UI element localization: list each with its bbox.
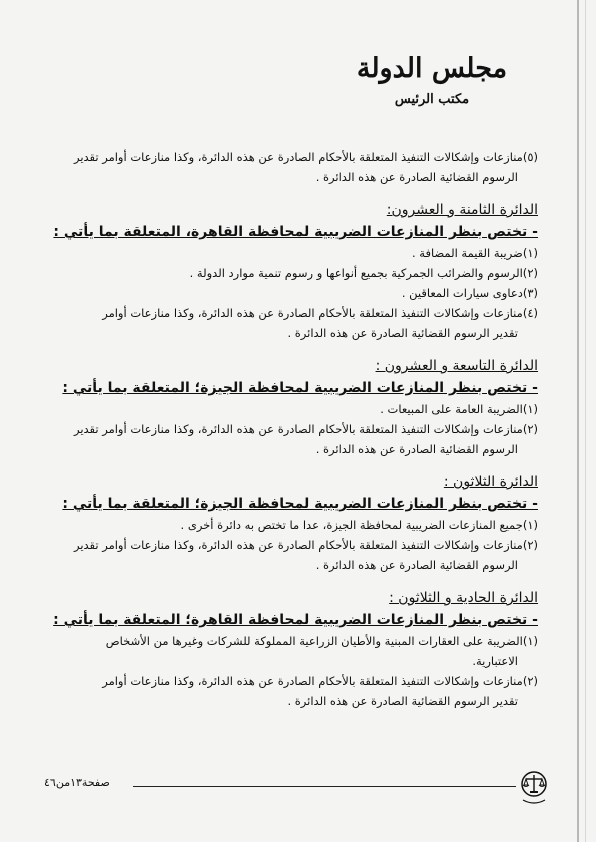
circuit-29-scope: - تختص بنظر المنازعات الضريبية لمحافظة الجيزة؛ المتعلقة بما يأتي : (62, 380, 538, 396)
circuit-28-item-2: (٢)الرسوم والضرائب الجمركية بجميع أنواعها و رسوم تنمية موارد الدولة . (189, 266, 538, 280)
circuit-30-item-2: (٢)منازعات وإشكالات التنفيذ المتعلقة بالأحكام الصادرة عن هذه الدائرة، وكذا منازعات أوامر تقدير (73, 538, 538, 552)
margin-line (577, 0, 579, 842)
footer-rule (133, 786, 516, 787)
margin-line-secondary (585, 0, 586, 842)
circuit-29-item-1: (١)الضريبة العامة على المبيعات . (380, 402, 538, 416)
intro-line: (٥)منازعات وإشكالات التنفيذ المتعلقة بالأحكام الصادرة عن هذه الدائرة، وكذا منازعات أوامر تقدير (73, 150, 538, 164)
circuit-31-item-2-continued: تقدير الرسوم القضائية الصادرة عن هذه الدائرة . (287, 694, 518, 708)
circuit-28-heading: الدائرة الثامنة و العشرون: (386, 202, 538, 218)
circuit-30-item-1: (١)جميع المنازعات الضريبية لمحافظة الجيزة، عدا ما تختص به دائرة أخرى . (180, 518, 538, 532)
letterhead-subtitle: مكتب الرئيس (394, 92, 470, 107)
page-number: صفحة١٣من٤٦ (44, 776, 110, 789)
circuit-29-heading: الدائرة التاسعة و العشرون : (375, 358, 538, 374)
circuit-28-scope: - تختص بنظر المنازعات الضريبية لمحافظة القاهرة، المتعلقة بما يأتي : (53, 224, 538, 240)
intro-line-continued: الرسوم القضائية الصادرة عن هذه الدائرة . (315, 170, 518, 184)
circuit-28-item-4-continued: تقدير الرسوم القضائية الصادرة عن هذه الدائرة . (287, 326, 518, 340)
circuit-31-scope: - تختص بنظر المنازعات الضريبية لمحافظة القاهرة؛ المتعلقة بما يأتي : (53, 612, 538, 628)
circuit-31-item-1: (١)الضريبة على العقارات المبنية والأطيان الزراعية المملوكة للشركات وغيرها من الأشخاص (105, 634, 538, 648)
circuit-30-item-2-continued: الرسوم القضائية الصادرة عن هذه الدائرة . (315, 558, 518, 572)
circuit-31-heading: الدائرة الحادية و الثلاثون : (389, 590, 538, 606)
circuit-29-item-2: (٢)منازعات وإشكالات التنفيذ المتعلقة بالأحكام الصادرة عن هذه الدائرة، وكذا منازعات أوامر تقدير (73, 422, 538, 436)
circuit-28-item-4: (٤)منازعات وإشكالات التنفيذ المتعلقة بالأحكام الصادرة عن هذه الدائرة، وكذا منازعات أوامر (102, 306, 538, 320)
circuit-28-item-3: (٣)دعاوى سيارات المعاقين . (401, 286, 538, 300)
circuit-29-item-2-continued: الرسوم القضائية الصادرة عن هذه الدائرة . (315, 442, 518, 456)
scales-of-justice-icon (519, 770, 549, 806)
letterhead (352, 52, 512, 107)
circuit-31-item-1-continued: الاعتبارية. (472, 654, 518, 668)
circuit-31-item-2: (٢)منازعات وإشكالات التنفيذ المتعلقة بالأحكام الصادرة عن هذه الدائرة، وكذا منازعات أوامر (102, 674, 538, 688)
circuit-28-item-1: (١)ضريبة القيمة المضافة . (411, 246, 538, 260)
circuit-30-heading: الدائرة الثلاثون : (443, 474, 538, 490)
circuit-30-scope: - تختص بنظر المنازعات الضريبية لمحافظة الجيزة؛ المتعلقة بما يأتي : (62, 496, 538, 512)
letterhead-title: مجلس الدولة (356, 53, 508, 84)
document-body (28, 147, 538, 711)
page-footer (38, 770, 578, 810)
